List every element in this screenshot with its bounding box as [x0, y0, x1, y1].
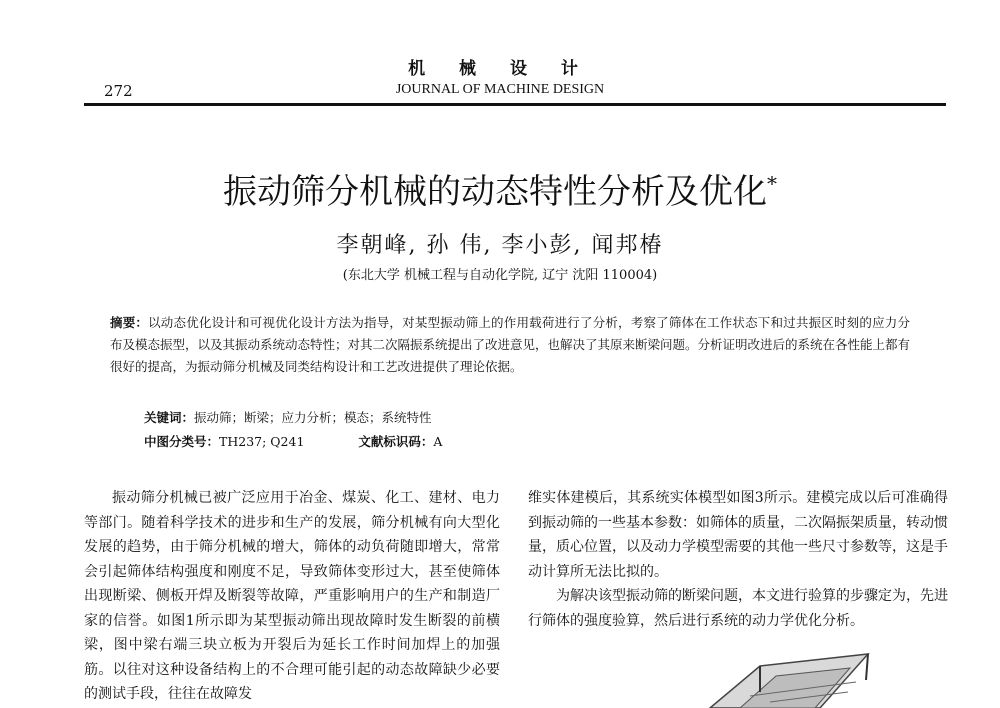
affiliation: (东北大学 机械工程与自动化学院, 辽宁 沈阳 110004) — [342, 268, 658, 283]
keywords-label: 关键词： — [144, 410, 195, 425]
keywords — [144, 408, 432, 426]
body-column-right — [528, 486, 948, 633]
abstract-text: 以动态优化设计和可视优化设计方法为指导，对某型振动筛上的作用载荷进行了分析，考察了筛体在工作状态下和过共振区时刻的应力分布及模态振型，以及其振动系统动态特性；对其二次隔振系统提出了改进意见，也解决了其原来断梁问题。分析证明改进后的系统在各性能上都有很好的提高，为振动筛分机械及同类结构设计和工艺改进提供了理论依据。 — [110, 315, 911, 374]
author-list: 李朝峰, 孙 伟, 李小彭, 闻邦椿 — [336, 233, 664, 258]
title-footnote-mark: * — [767, 171, 777, 196]
body-column-left — [84, 486, 500, 707]
doc-code-label: 文献标识码： — [358, 434, 434, 449]
page-number: 272 — [104, 82, 133, 100]
figure-model-image — [680, 652, 880, 708]
paper-title — [0, 164, 1000, 213]
doc-code-value: A — [433, 434, 443, 449]
header-rule — [84, 103, 946, 106]
body-paragraph: 为解决该型振动筛的断梁问题，本文进行验算的步骤定为，先进行筛体的强度验算，然后进行系统的动力学优化分析。 — [528, 588, 948, 629]
body-paragraph: 振动筛分机械已被广泛应用于冶金、煤炭、化工、建材、电力等部门。随着科学技术的进步和生产的发展，筛分机械有向大型化发展的趋势，由于筛分机械的增大，筛体的动负荷随即增大，常常会引起筛体结构强度和刚度不足，导致筛体变形过大，甚至使筛体出现断梁、侧板开焊及断裂等故障，严重影响用户的生产和制造厂家的信誉。如图1所示即为某型振动筛出现故障时发生断裂的前横梁，图中梁右端三块立板为开裂后为延长工作时间加焊上的加强筋。以往对这种设备结构上的不合理可能引起的动态故障缺少必要的测试手段，往往在故障发 — [84, 490, 500, 702]
clc-value: TH237; Q241 — [219, 434, 305, 449]
journal-title-english: JOURNAL OF MACHINE DESIGN — [395, 82, 605, 97]
classification-line — [144, 432, 442, 450]
journal-title-chinese: 机 械 设 计 — [408, 59, 592, 79]
keywords-text: 振动筛；断梁；应力分析；模态；系统特性 — [194, 410, 432, 425]
clc-label: 中图分类号： — [144, 434, 220, 449]
abstract-label: 摘要： — [110, 315, 149, 330]
paper-title-text: 振动筛分机械的动态特性分析及优化 — [223, 172, 767, 212]
body-paragraph: 维实体建模后，其系统实体模型如图3所示。建模完成以后可准确得到振动筛的一些基本参数：如筛体的质量，二次隔振架质量，转动惯量，质心位置，以及动力学模型需要的其他一些尺寸参数等，这是手动计算所无法比拟的。 — [528, 490, 948, 580]
abstract — [110, 312, 910, 378]
